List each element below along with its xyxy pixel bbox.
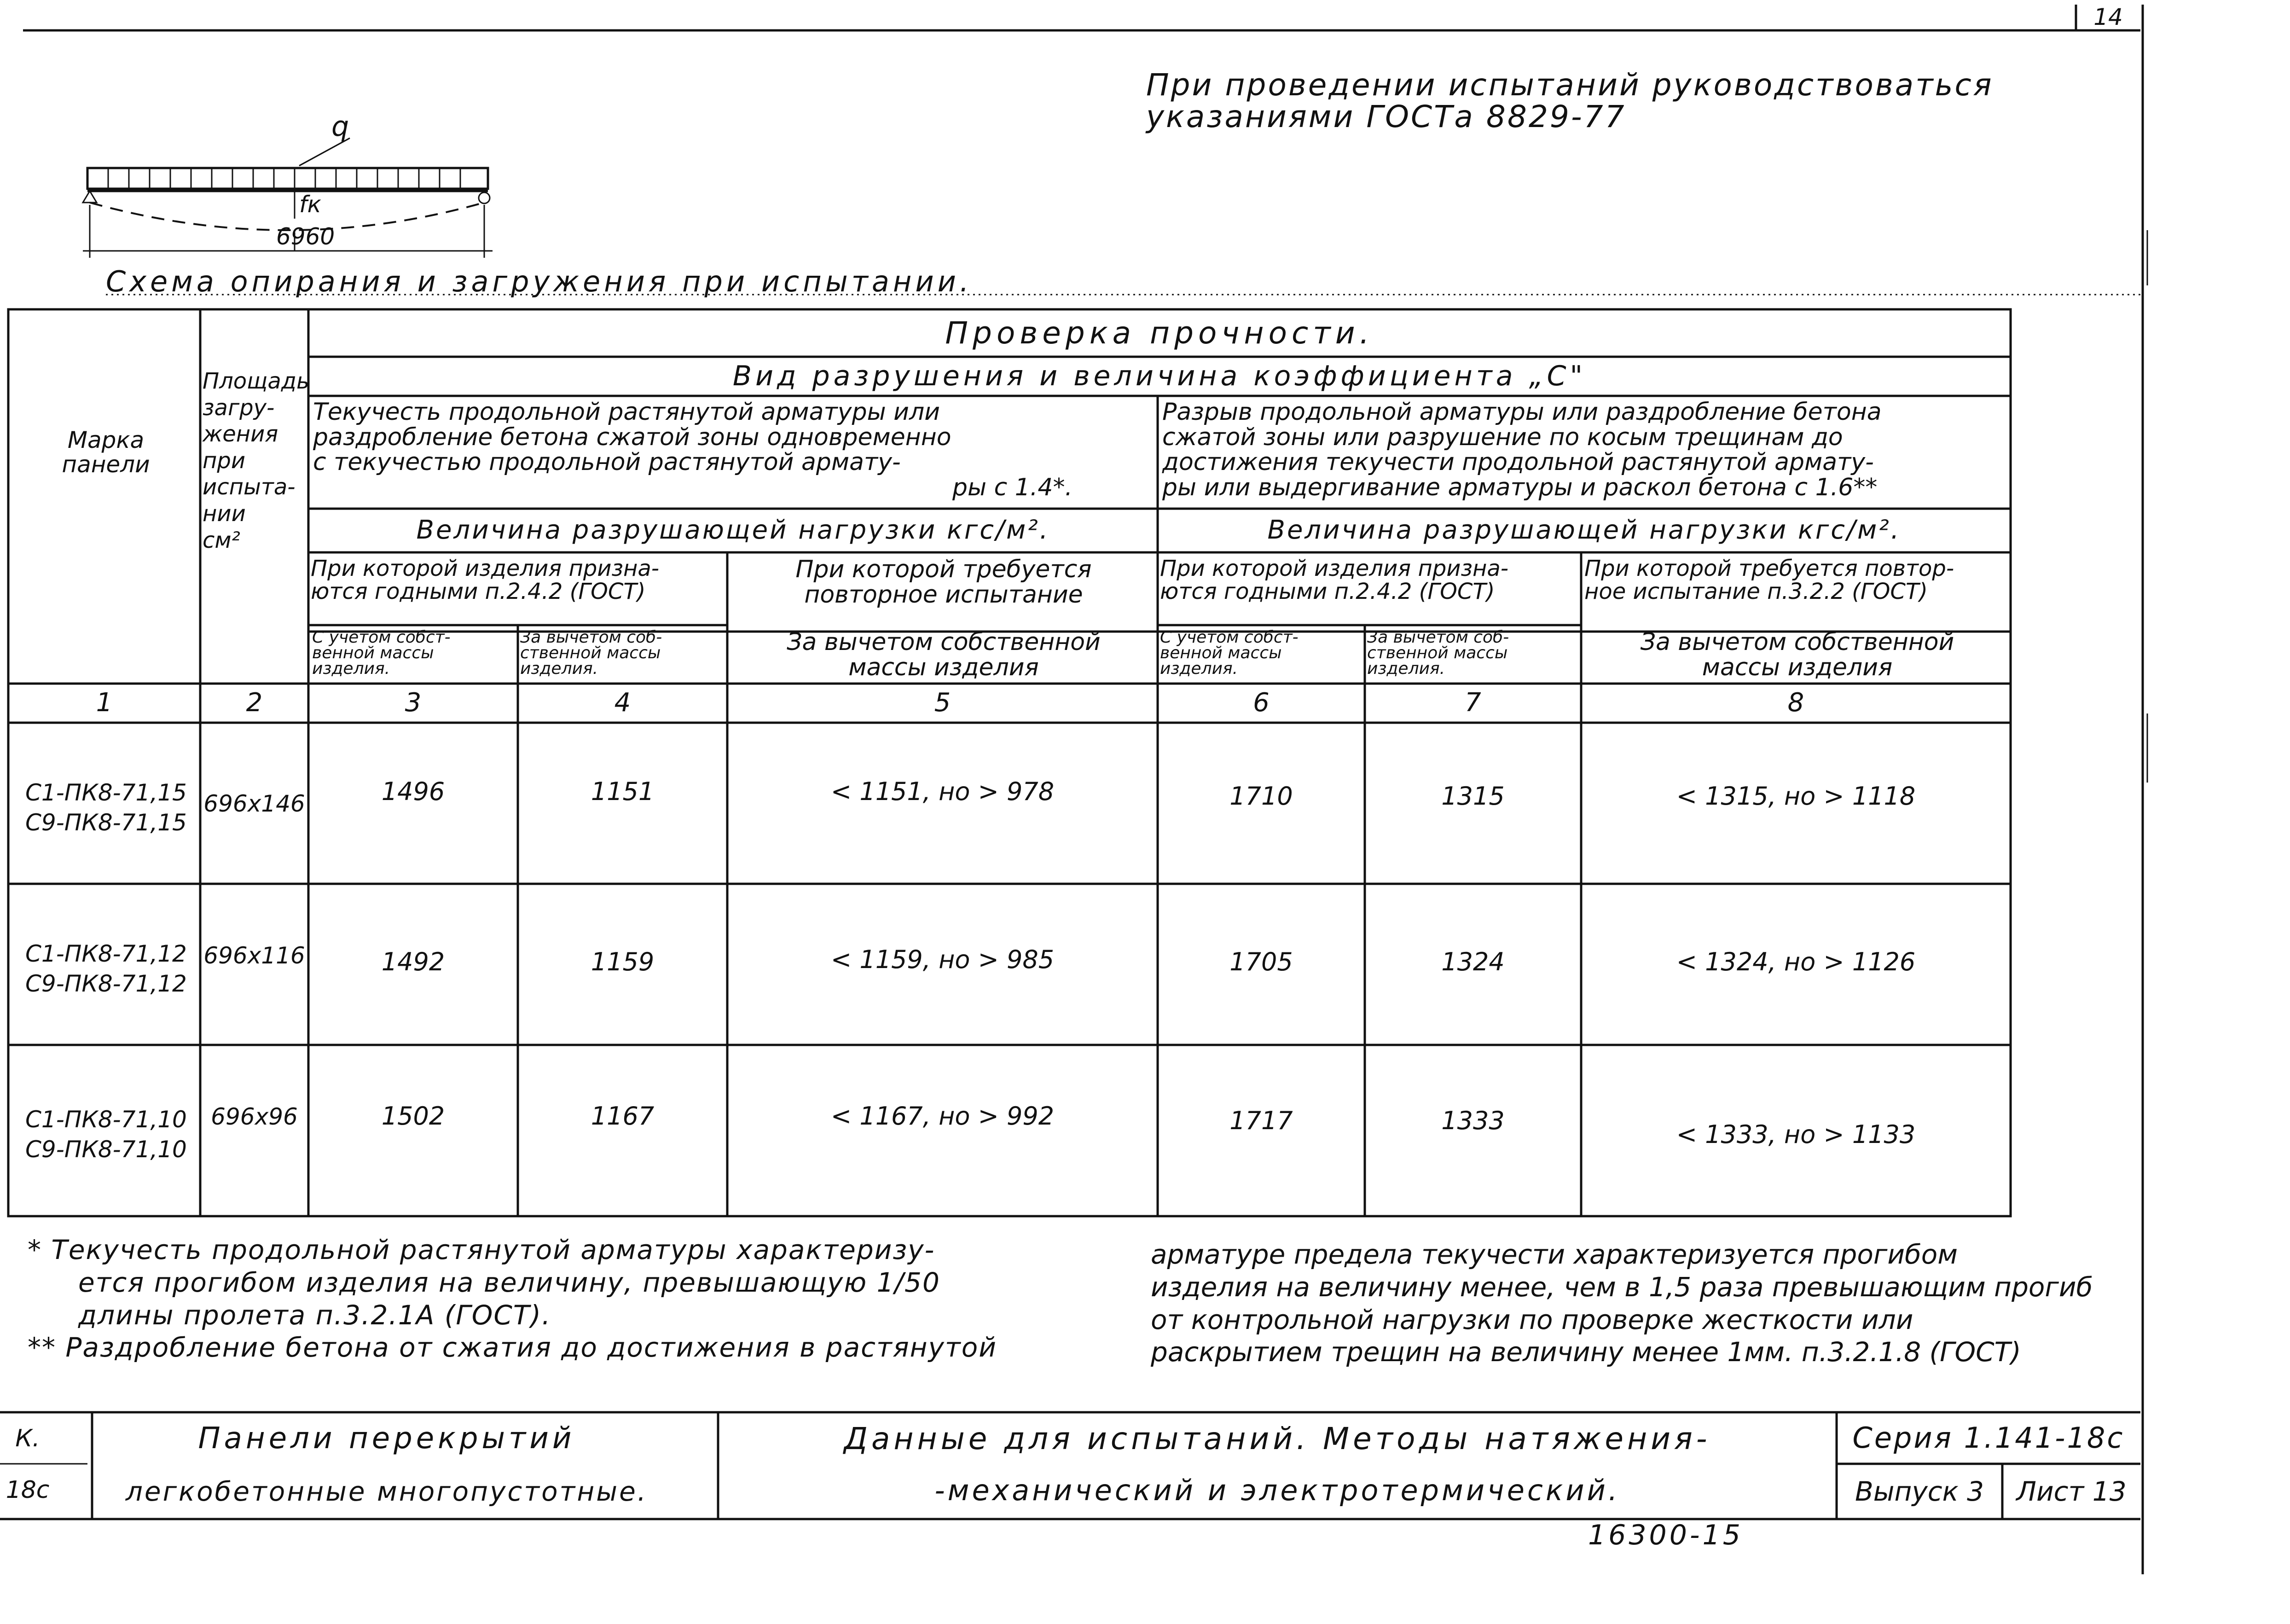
row-3-c3: 1502: [381, 1101, 445, 1131]
col-number-7: 7: [1465, 688, 1481, 718]
footnotes-right: [1151, 1238, 2140, 1369]
with-mass-1-line-2: венной массы: [312, 644, 434, 663]
row-3-marks: [25, 1105, 200, 1165]
row-1-mark-1: С1-ПК8-71,15: [25, 779, 187, 806]
scheme-caption: Схема опирания и загружения при испытании.: [106, 265, 973, 298]
with-mass-2-line-3: изделия.: [1160, 659, 1238, 679]
bottom-number: 16300-15: [1588, 1519, 1743, 1551]
stamp-panel-title-2: легкобетонные многопустотные.: [125, 1476, 648, 1508]
with-mass-2: [1160, 630, 1365, 677]
sub-retest-1: [732, 557, 1155, 607]
row-3-c4: 1167: [591, 1101, 655, 1131]
note-top-line-2: указаниями ГОСТа 8829-77: [1146, 99, 1626, 135]
row-1-c3: 1496: [381, 777, 445, 806]
col-area-line-2: загру-: [203, 394, 275, 421]
row-2-c8: < 1324, но > 1126: [1676, 947, 1916, 976]
stamp-left-top: К.: [15, 1424, 40, 1452]
sub-good-1-line-2: ются годными п.2.4.2 (ГОСТ): [311, 579, 646, 605]
deflection-label: fк: [299, 191, 321, 218]
sub-good-1: [311, 557, 727, 603]
col-number-6: 6: [1253, 688, 1270, 718]
sub-retest-2-line-1: При которой требуется повтор-: [1584, 556, 1954, 581]
row-2-area: 696х116: [203, 942, 305, 969]
stamp-data-title-2: -механический и электротермический.: [934, 1473, 1620, 1508]
row-1-area: 696х146: [203, 790, 305, 817]
stamp-series: Серия 1.141-18с: [1852, 1421, 2125, 1455]
col-area-line-1: Площадь: [203, 368, 310, 394]
without-mass-1: [520, 630, 726, 677]
footnote-left-line-3: длины пролета п.3.2.1А (ГОСТ).: [78, 1299, 551, 1331]
row-1-mark-2: С9-ПК8-71,15: [25, 809, 187, 836]
without-mass-wide-1-line-1: За вычетом собственной: [787, 628, 1101, 656]
group2-line-1: Разрыв продольной арматуры или раздробление бетона: [1162, 398, 1882, 426]
row-2-c4: 1159: [591, 947, 655, 976]
sub-retest-1-line-1: При которой требуется: [795, 556, 1092, 583]
sub-retest-2: [1584, 557, 2010, 603]
load-head-2: Величина разрушающей нагрузки кгс/м².: [1267, 515, 1901, 545]
sheet-number: 14: [2093, 4, 2123, 30]
without-mass-wide-2: [1584, 630, 2010, 680]
row-2-c7: 1324: [1441, 947, 1505, 976]
load-label: q: [331, 110, 349, 143]
sub-good-2-line-1: При которой изделия призна-: [1160, 556, 1509, 581]
group1-head: [313, 400, 1155, 500]
footnote-left-line-4: ** Раздробление бетона от сжатия до достижения в растянутой: [28, 1332, 997, 1363]
footnote-right-line-3: от контрольной нагрузки по проверке жесткости или: [1151, 1304, 1913, 1335]
footnote-left-line-2: ется прогибом изделия на величину, превышающую 1/50: [78, 1266, 940, 1298]
group2-head: [1162, 400, 2009, 500]
note-top-line-1: При проведении испытаний руководствоваться: [1146, 67, 1994, 103]
row-1-c4: 1151: [591, 777, 655, 806]
col-number-2: 2: [246, 688, 263, 718]
note-top: [1146, 69, 1994, 133]
row-2-marks: [25, 939, 200, 999]
row-3-c7: 1333: [1441, 1106, 1505, 1135]
footnotes-left: [28, 1234, 1132, 1364]
row-2-c6: 1705: [1229, 947, 1293, 976]
row-3-mark-2: С9-ПК8-71,10: [25, 1136, 187, 1163]
with-mass-1-line-3: изделия.: [312, 659, 390, 679]
col-number-5: 5: [934, 688, 951, 718]
col-area-line-5: испыта-: [203, 474, 296, 500]
col-number-1: 1: [96, 688, 113, 718]
sub-retest-2-line-2: ное испытание п.3.2.2 (ГОСТ): [1584, 579, 1928, 605]
footnote-right-line-4: раскрытием трещин на величину менее 1мм. п.3.2.1.8 (ГОСТ): [1151, 1336, 2021, 1368]
sub-good-1-line-1: При которой изделия призна-: [311, 556, 660, 581]
row-1-c8: < 1315, но > 1118: [1676, 781, 1916, 811]
footnote-right-line-1: арматуре предела текучести характеризуется прогибом: [1151, 1239, 1958, 1270]
without-mass-2-line-1: За вычетом соб-: [1367, 628, 1509, 647]
row-2-c3: 1492: [381, 947, 445, 976]
footnote-left-line-1: * Текучесть продольной растянутой арматуры характеризу-: [28, 1234, 935, 1265]
row-2-mark-2: С9-ПК8-71,12: [25, 970, 187, 997]
row-3-c6: 1717: [1229, 1106, 1293, 1135]
row-2-c5: < 1159, но > 985: [830, 945, 1055, 974]
load-head-1: Величина разрушающей нагрузки кгс/м².: [416, 515, 1050, 545]
col-number-4: 4: [614, 688, 631, 718]
group2-line-4: ры или выдергивание арматуры и раскол бетона с 1.6**: [1162, 473, 1878, 501]
group2-line-3: достижения текучести продольной растянутой армату-: [1162, 448, 1874, 476]
row-1-marks: [25, 778, 200, 838]
without-mass-wide-1: [732, 630, 1155, 680]
without-mass-1-line-3: изделия.: [520, 659, 598, 679]
without-mass-wide-2-line-2: массы изделия: [1702, 653, 1893, 681]
col-number-3: 3: [405, 688, 422, 718]
col-area-line-7: см²: [203, 527, 240, 553]
col-number-8: 8: [1787, 688, 1804, 718]
col-mark-line-1: Марка: [67, 427, 145, 453]
without-mass-wide-2-line-1: За вычетом собственной: [1640, 628, 1954, 656]
stamp-panel-title-1: Панели перекрытий: [198, 1421, 575, 1456]
without-mass-1-line-1: За вычетом соб-: [520, 628, 662, 647]
with-mass-2-line-1: С учетом собст-: [1160, 628, 1299, 647]
without-mass-2-line-3: изделия.: [1367, 659, 1445, 679]
with-mass-2-line-2: венной массы: [1160, 644, 1282, 663]
col-area-line-6: нии: [203, 500, 246, 527]
sub-good-2-line-2: ются годными п.2.4.2 (ГОСТ): [1160, 579, 1495, 605]
row-3-area: 696х96: [211, 1103, 298, 1130]
row-3-c5: < 1167, но > 992: [830, 1101, 1055, 1131]
without-mass-1-line-2: ственной массы: [520, 644, 661, 663]
row-1-c6: 1710: [1229, 781, 1293, 811]
without-mass-2: [1367, 630, 1580, 677]
stamp-data-title-1: Данные для испытаний. Методы натяжения-: [844, 1421, 1711, 1456]
group1-line-4: ры с 1.4*.: [952, 473, 1073, 501]
row-2-mark-1: С1-ПК8-71,12: [25, 940, 187, 967]
col-area-line-4: при: [203, 447, 246, 474]
col-mark-line-2: панели: [62, 451, 150, 478]
row-3-mark-1: С1-ПК8-71,10: [25, 1106, 187, 1133]
without-mass-wide-1-line-2: массы изделия: [848, 653, 1039, 681]
stamp-sheet: Лист 13: [2016, 1475, 2127, 1507]
without-mass-2-line-2: ственной массы: [1367, 644, 1508, 663]
col-mark-header: [14, 428, 198, 476]
row-1-c5: < 1151, но > 978: [830, 777, 1055, 806]
col-area-line-3: жения: [203, 421, 278, 447]
sub-good-2: [1160, 557, 1581, 603]
group1-line-3: с текучестью продольной растянутой армату-: [313, 448, 901, 476]
group2-line-2: сжатой зоны или разрушение по косым трещинам до: [1162, 423, 1843, 451]
table-subtitle: Вид разрушения и величина коэффициента „С": [732, 360, 1587, 392]
table-title: Проверка прочности.: [945, 315, 1374, 351]
col-area-header: [203, 368, 308, 554]
with-mass-1: [312, 630, 517, 677]
sub-retest-1-line-2: повторное испытание: [804, 580, 1083, 609]
footnote-right-line-2: изделия на величину менее, чем в 1,5 раза превышающим прогиб: [1151, 1271, 2093, 1303]
stamp-issue: Выпуск 3: [1855, 1475, 1984, 1507]
row-1-c7: 1315: [1441, 781, 1505, 811]
stamp-left-bottom: 18с: [6, 1476, 50, 1504]
with-mass-1-line-1: С учетом собст-: [312, 628, 451, 647]
group1-line-2: раздробление бетона сжатой зоны одновременно: [313, 423, 951, 451]
span-label: 6960: [276, 223, 335, 250]
group1-line-1: Текучесть продольной растянутой арматуры или: [313, 398, 940, 426]
row-3-c8: < 1333, но > 1133: [1676, 1119, 1916, 1149]
